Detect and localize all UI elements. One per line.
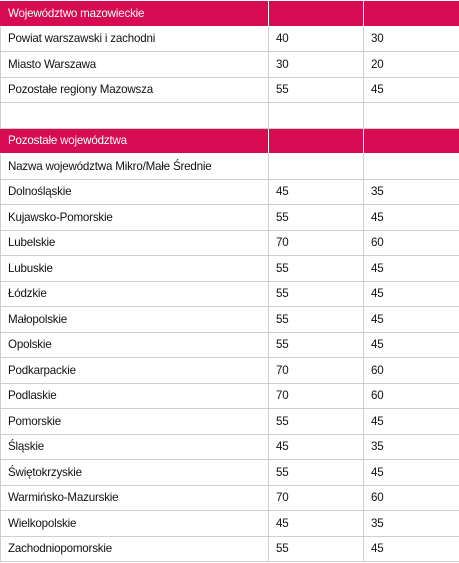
- region-name-cell: Opolskie: [1, 332, 269, 358]
- table-row: [1, 230, 459, 256]
- region-name-cell: Pomorskie: [1, 409, 269, 435]
- region-name-cell: Świętokrzyskie: [1, 460, 269, 486]
- region-name-cell: Małopolskie: [1, 307, 269, 333]
- value-cell-col1: 70: [269, 358, 364, 384]
- value-cell-col1: 55: [269, 205, 364, 231]
- region-name-cell: Lubuskie: [1, 256, 269, 282]
- value-cell-col1: 55: [269, 460, 364, 486]
- value-cell-col2: 45: [364, 205, 459, 231]
- region-name-cell: Nazwa województwa Mikro/Małe Średnie: [1, 154, 269, 180]
- value-cell-col1: 40: [269, 26, 364, 52]
- value-cell-col2: 20: [364, 52, 459, 78]
- table-row: [1, 103, 459, 129]
- region-name-cell: Podlaskie: [1, 383, 269, 409]
- table-row: [1, 409, 459, 435]
- section-header-empty-cell: [364, 128, 459, 154]
- value-cell-col1: [269, 154, 364, 180]
- value-cell-col1: 55: [269, 281, 364, 307]
- value-cell-col2: [364, 103, 459, 129]
- value-cell-col2: 45: [364, 281, 459, 307]
- section-header-row: [1, 1, 459, 27]
- region-name-cell: Śląskie: [1, 434, 269, 460]
- region-name-cell: Warmińsko-Mazurskie: [1, 485, 269, 511]
- value-cell-col2: 45: [364, 256, 459, 282]
- table-row: [1, 383, 459, 409]
- value-cell-col1: 70: [269, 230, 364, 256]
- value-cell-col2: 35: [364, 511, 459, 537]
- value-cell-col1: 55: [269, 256, 364, 282]
- value-cell-col1: 70: [269, 485, 364, 511]
- value-cell-col1: 45: [269, 179, 364, 205]
- section-header-cell: Województwo mazowieckie: [1, 1, 269, 27]
- table-row: [1, 179, 459, 205]
- value-cell-col2: 45: [364, 409, 459, 435]
- value-cell-col1: 55: [269, 536, 364, 562]
- value-cell-col2: 60: [364, 485, 459, 511]
- table-row: [1, 332, 459, 358]
- value-cell-col2: 35: [364, 434, 459, 460]
- region-name-cell: Miasto Warszawa: [1, 52, 269, 78]
- value-cell-col2: [364, 154, 459, 180]
- region-name-cell: Podkarpackie: [1, 358, 269, 384]
- section-header-empty-cell: [364, 1, 459, 27]
- section-header-row: [1, 128, 459, 154]
- value-cell-col1: 55: [269, 307, 364, 333]
- table-row: [1, 256, 459, 282]
- table-row: [1, 281, 459, 307]
- region-name-cell: Wielkopolskie: [1, 511, 269, 537]
- section-header-empty-cell: [269, 128, 364, 154]
- region-name-cell: Dolnośląskie: [1, 179, 269, 205]
- table-row: [1, 26, 459, 52]
- region-name-cell: Lubelskie: [1, 230, 269, 256]
- region-name-cell: Zachodniopomorskie: [1, 536, 269, 562]
- value-cell-col2: 60: [364, 383, 459, 409]
- value-cell-col1: 55: [269, 332, 364, 358]
- value-cell-col2: 45: [364, 536, 459, 562]
- table-row: [1, 77, 459, 103]
- value-cell-col2: 60: [364, 358, 459, 384]
- value-cell-col2: 60: [364, 230, 459, 256]
- value-cell-col2: 45: [364, 332, 459, 358]
- value-cell-col2: 30: [364, 26, 459, 52]
- table-body: [1, 1, 459, 562]
- value-cell-col2: 45: [364, 77, 459, 103]
- value-cell-col1: 45: [269, 434, 364, 460]
- value-cell-col1: [269, 103, 364, 129]
- value-cell-col1: 55: [269, 409, 364, 435]
- table-row: [1, 536, 459, 562]
- value-cell-col2: 45: [364, 307, 459, 333]
- value-cell-col1: 55: [269, 77, 364, 103]
- table-row: [1, 307, 459, 333]
- table-row: [1, 154, 459, 180]
- region-name-cell: [1, 103, 269, 129]
- value-cell-col1: 45: [269, 511, 364, 537]
- table-row: [1, 358, 459, 384]
- section-header-empty-cell: [269, 1, 364, 27]
- table-row: [1, 52, 459, 78]
- region-name-cell: Pozostałe regiony Mazowsza: [1, 77, 269, 103]
- table-row: [1, 485, 459, 511]
- value-cell-col2: 45: [364, 460, 459, 486]
- section-header-cell: Pozostałe województwa: [1, 128, 269, 154]
- value-cell-col2: 35: [364, 179, 459, 205]
- region-name-cell: Kujawsko-Pomorskie: [1, 205, 269, 231]
- table-row: [1, 460, 459, 486]
- table-row: [1, 511, 459, 537]
- region-name-cell: Łódzkie: [1, 281, 269, 307]
- value-cell-col1: 30: [269, 52, 364, 78]
- region-name-cell: Powiat warszawski i zachodni: [1, 26, 269, 52]
- table-row: [1, 205, 459, 231]
- value-cell-col1: 70: [269, 383, 364, 409]
- table-row: [1, 434, 459, 460]
